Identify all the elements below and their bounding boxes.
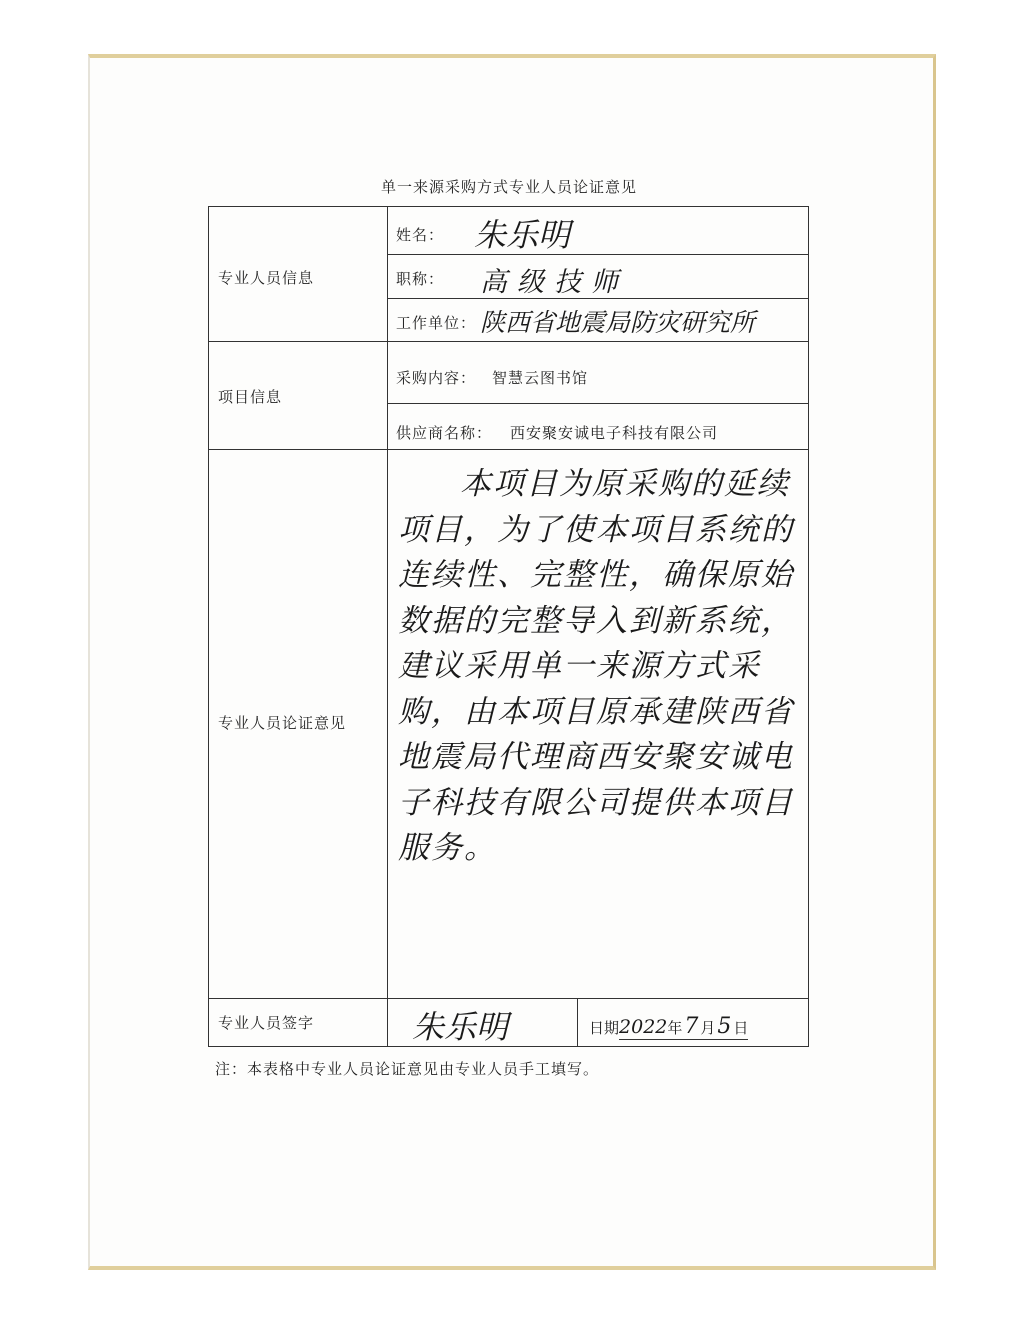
position-field-value: 高级技师 [480,267,628,298]
content-field-value: 智慧云图书馆 [492,369,589,387]
row-divider-content [387,403,809,404]
date-month: 7 [684,1014,699,1039]
date-day: 5 [717,1014,732,1039]
content-field-label: 采购内容： [396,369,477,387]
expert-info-label: 专业人员信息 [218,269,315,287]
date-cell-divider [577,998,578,1047]
date-value [619,1014,748,1040]
opinion-label: 专业人员论证意见 [218,714,347,732]
supplier-field-label: 供应商名称： [396,424,493,442]
position-field-label: 职称： [396,270,445,288]
name-field-value: 朱乐明 [474,216,571,254]
row-divider-project-info [208,449,809,450]
column-divider [387,206,388,1047]
date-day-unit: 日 [733,1019,749,1037]
footnote: 注：本表格中专业人员论证意见由专业人员手工填写。 [215,1060,600,1078]
project-info-label: 项目信息 [218,388,283,406]
date-year: 2022 [619,1016,668,1038]
signature-value: 朱乐明 [412,1008,509,1046]
row-divider-opinion [208,998,809,999]
date-year-unit: 年 [667,1019,683,1037]
signature-label: 专业人员签字 [218,1014,315,1032]
row-divider-name [387,254,809,255]
date-label: 日期 [589,1019,620,1037]
form-title: 单一来源采购方式专业人员论证意见 [380,178,637,196]
employer-field-value: 陕西省地震局防灾研究所 [480,308,756,337]
employer-field-label: 工作单位： [396,314,477,332]
opinion-handwritten-text: 本项目为原采购的延续项目，为了使本项目系统的连续性、完整性，确保原始数据的完整导入到新系统，建议采用单一来源方式采购，由本项目原承建陕西省地震局代理商西安聚安诚电子科技有限公司提供本项目服务。 [398,466,794,866]
name-field-label: 姓名： [396,226,445,244]
supplier-field-value: 西安聚安诚电子科技有限公司 [510,424,719,442]
row-divider-expert-info [208,341,809,342]
date-field [589,1014,748,1040]
date-month-unit: 月 [700,1019,716,1037]
